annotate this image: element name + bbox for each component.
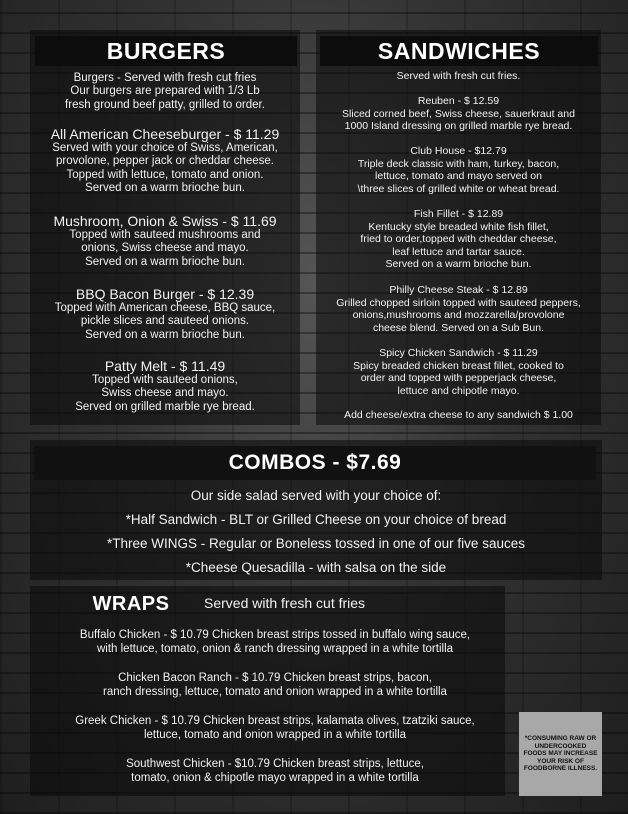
- burger-item-desc: pickle slices and sauteed onions.: [80, 315, 250, 328]
- sandwich-item-desc: Served on a warm brioche bun.: [385, 258, 532, 271]
- sandwich-item-desc: Triple deck classic with ham, turkey, bacon,: [357, 157, 560, 170]
- sandwich-item-fish-fillet: [316, 208, 601, 271]
- burger-item-desc: Served on a warm brioche bun.: [85, 328, 245, 341]
- wraps-subheading: Served with fresh cut fries: [204, 595, 366, 611]
- sandwich-item-title: Spicy Chicken Sandwich - $ 11.29: [379, 347, 538, 359]
- burger-item-desc: Swiss cheese and mayo.: [101, 387, 229, 400]
- combos-line: *Three WINGS - Regular or Boneless tossed in one of our five sauces: [107, 536, 525, 551]
- combos-line: *Half Sandwich - BLT or Grilled Cheese on your choice of bread: [125, 512, 507, 527]
- wrap-item-line: ranch dressing, lettuce, tomato and onion wrapped in a white tortilla: [103, 686, 447, 698]
- food-safety-warning: [519, 712, 602, 796]
- wrap-item-line: Buffalo Chicken - $ 10.79 Chicken breast strips tossed in buffalo wing sauce,: [79, 629, 471, 641]
- burger-item-title: Mushroom, Onion & Swiss - $ 11.69: [53, 213, 277, 229]
- sandwich-item-desc: lettuce and chipotle mayo.: [397, 384, 520, 397]
- wrap-item-chicken-bacon-ranch: [30, 671, 520, 699]
- wrap-item-line: Chicken Bacon Ranch - $ 10.79 Chicken breast strips, bacon,: [118, 672, 432, 684]
- burgers-intro-line: fresh ground beef patty, grilled to order.: [65, 98, 265, 111]
- wrap-item-line: Greek Chicken - $ 10.79 Chicken breast strips, kalamata olives, tzatziki sauce,: [75, 715, 475, 727]
- burgers-intro-line: Burgers - Served with fresh cut fries: [73, 72, 257, 84]
- burger-item-title: BBQ Bacon Burger - $ 12.39: [75, 286, 255, 302]
- wraps-heading: WRAPS: [92, 593, 170, 615]
- burger-item-desc: Served on a warm brioche bun.: [85, 255, 245, 268]
- sandwich-item-title: Club House - $12.79: [410, 145, 507, 157]
- burger-item-desc: provolone, pepper jack or cheddar cheese.: [55, 155, 274, 168]
- combos-heading: COMBOS - $7.69: [34, 446, 596, 480]
- wrap-item-line: tomato, onion & chipotle mayo wrapped in a white tortilla: [131, 772, 419, 784]
- sandwich-item-club-house: [316, 145, 601, 195]
- sandwiches-intro: Served with fresh cut fries.: [396, 70, 521, 82]
- sandwich-item-desc: Sliced corned beef, Swiss cheese, sauerkraut and: [342, 107, 575, 120]
- burger-item-all-american: [30, 126, 300, 196]
- sandwich-item-title: Fish Fillet - $ 12.89: [413, 208, 504, 220]
- burger-item-desc: onions, Swiss cheese and mayo.: [81, 242, 249, 255]
- burger-item-title: All American Cheeseburger - $ 11.29: [50, 126, 280, 142]
- wrap-item-line: with lettuce, tomato, onion & ranch dressing wrapped in a white tortilla: [96, 643, 454, 655]
- food-safety-warning-text: *CONSUMING RAW OR UNDERCOOKED FOODS MAY INCREASE YOUR RISK OF FOODBORNE ILLNESS.: [523, 735, 598, 773]
- combos-line: *Cheese Quesadilla - with salsa on the side: [185, 560, 447, 575]
- wrap-item-line: lettuce, tomato and onion wrapped in a white tortilla: [143, 729, 407, 741]
- sandwich-item-desc: Kentucky style breaded white fish fillet,: [368, 220, 549, 233]
- burger-item-desc: Served on a warm brioche bun.: [85, 182, 245, 195]
- burger-item-title: Patty Melt - $ 11.49: [104, 358, 226, 374]
- combos-line: Our side salad served with your choice of:: [190, 488, 442, 503]
- wrap-item-southwest-chicken: [30, 757, 520, 785]
- burgers-heading: BURGERS: [35, 36, 297, 66]
- burger-item-desc: Served on grilled marble rye bread.: [75, 400, 255, 413]
- sandwich-item-desc: leaf lettuce and tartar sauce.: [392, 245, 525, 258]
- burger-item-patty-melt: [30, 358, 300, 414]
- burger-item-desc: Topped with sauteed onions,: [92, 374, 238, 386]
- burger-item-desc: Topped with lettuce, tomato and onion.: [66, 168, 264, 181]
- sandwich-item-desc: Spicy breaded chicken breast fillet, cooked to: [353, 359, 564, 372]
- sandwich-item-spicy-chicken: [316, 347, 601, 397]
- sandwich-item-desc: 1000 Island dressing on grilled marble rye bread.: [344, 120, 573, 133]
- burgers-intro-line: Our burgers are prepared with 1/3 Lb: [70, 85, 260, 98]
- sandwich-item-desc: \three slices of grilled white or wheat bread.: [357, 182, 560, 195]
- sandwiches-footer: Add cheese/extra cheese to any sandwich $ 1.00: [344, 409, 573, 421]
- burger-item-desc: Served with your choice of Swiss, American,: [52, 142, 278, 154]
- burger-item-desc: Topped with sauteed mushrooms and: [69, 229, 261, 241]
- sandwich-item-desc: lettuce, tomato and mayo served on: [375, 170, 542, 183]
- burger-item-mushroom: [30, 213, 300, 269]
- sandwich-item-reuben: [316, 95, 601, 133]
- burger-item-bbq-bacon: [30, 286, 300, 342]
- burger-item-desc: Topped with American cheese, BBQ sauce,: [54, 302, 276, 314]
- wrap-item-greek-chicken: [30, 714, 520, 742]
- sandwich-item-title: Philly Cheese Steak - $ 12.89: [389, 284, 528, 296]
- wrap-item-buffalo: [30, 628, 520, 656]
- sandwich-item-desc: fried to order,topped with cheddar cheese,: [360, 233, 557, 246]
- sandwich-item-desc: Grilled chopped sirloin topped with sauteed peppers,: [336, 296, 581, 309]
- combos-list: [30, 484, 602, 580]
- burgers-intro: [30, 72, 300, 112]
- sandwiches-heading: SANDWICHES: [320, 36, 598, 66]
- sandwich-item-philly: [316, 284, 601, 334]
- sandwich-item-desc: cheese blend. Served on a Sub Bun.: [372, 321, 545, 334]
- wrap-item-line: Southwest Chicken - $10.79 Chicken breast strips, lettuce,: [126, 758, 424, 770]
- sandwich-item-desc: onions,mushrooms and mozzarella/provolone: [352, 309, 565, 322]
- sandwich-item-desc: order and topped with pepperjack cheese,: [360, 372, 557, 385]
- sandwich-item-title: Reuben - $ 12.59: [417, 95, 500, 107]
